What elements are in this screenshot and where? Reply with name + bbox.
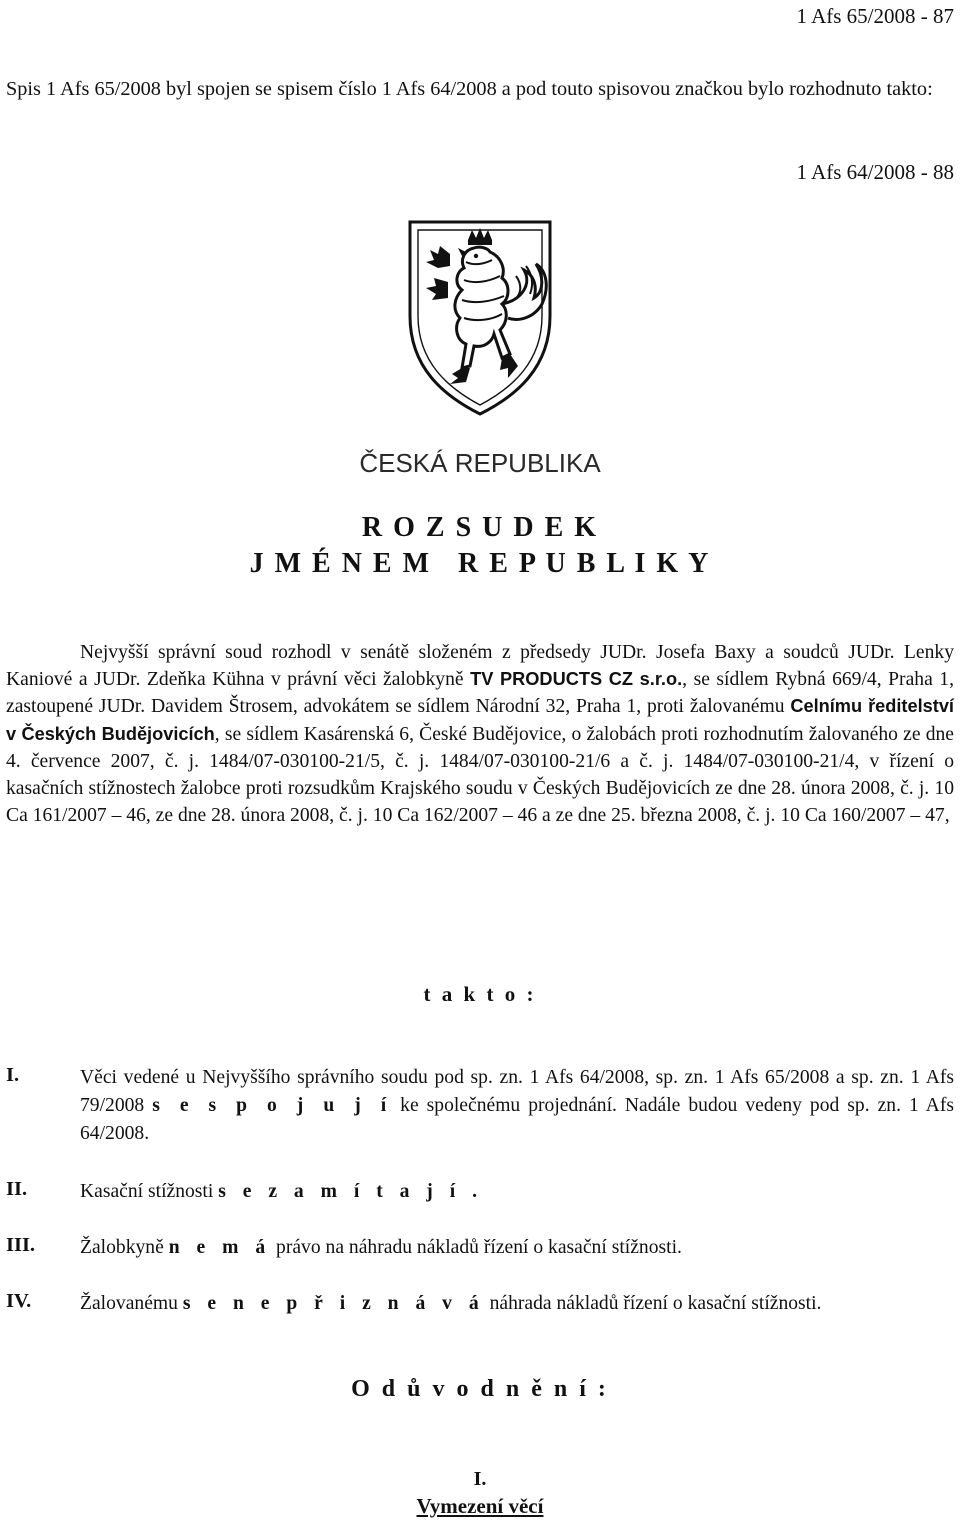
judgment-title: R O Z S U D E K	[361, 512, 599, 543]
reasoning-heading: O d ů v o d n ě n í :	[351, 1376, 609, 1402]
case-reference-top: 1 Afs 65/2008 - 87	[796, 4, 954, 28]
verdict-number: II.	[6, 1178, 28, 1200]
verdict-number: I.	[6, 1064, 20, 1086]
verdict-number: IV.	[6, 1290, 32, 1312]
merge-note: Spis 1 Afs 65/2008 byl spojen se spisem číslo 1 Afs 64/2008 a pod touto spisovou značkou bylo rozhodnuto takto:	[6, 78, 933, 100]
intro-text-3: , se sídlem Kasárenská 6, České Budějovice, o žalobách proti rozhodnutím žalovaného ze dne 4. července 2007, č. j. 1484/07-030100-21/5, č. j. 1484/07-030100-21/6 a č. j. 1484/07-030100-21/4, v řízení o kasačních stížnostech žalobce proti rozsudkům Krajského soudu v Českých Budějovicích ze dne 28. února 2008, č. j. 10 Ca 161/2007 – 46, ze dne 28. února 2008, č. j. 10 Ca 162/2007 – 46 a ze dne 25. března 2008, č. j. 10 Ca 160/2007 – 47,	[6, 723, 955, 827]
verdict-item	[0, 1290, 960, 1320]
defendant-name: Celnímu ředitelství v Českých Budějovicích	[6, 696, 954, 744]
in-name-of-republic-title: J M É N E M R E P U B L I K Y	[249, 548, 711, 579]
verdict-item	[0, 1064, 960, 1154]
intro-text-2: , se sídlem Rybná 669/4, Praha 1, zastoupené JUDr. Davidem Štrosem, advokátem se sídlem Národní 32, Praha 1, proti žalovanému	[6, 669, 954, 718]
verdict-item	[0, 1178, 960, 1208]
intro-text-1: Nejvyšší správní soud rozhodl v senátě složeném z předsedy JUDr. Josefa Baxy a soudců JUDr. Lenky Kaniové a JUDr. Zdeňka Kühna v právní věci žalobkyně	[6, 642, 954, 691]
verdict-text: Žalovanému s e n e p ř i z n á v á náhrada nákladů řízení o kasační stížnosti.	[80, 1293, 822, 1314]
case-reference-second: 1 Afs 64/2008 - 88	[796, 160, 954, 184]
section-title: Vymezení věcí	[416, 1494, 544, 1518]
section-title-wrap	[0, 1494, 960, 1519]
verdict-text: Kasační stížnosti s e z a m í t a j í .	[80, 1181, 483, 1202]
section-number: I.	[473, 1468, 487, 1490]
state-title: ČESKÁ REPUBLIKA	[359, 448, 601, 478]
takto-heading: t a k t o :	[423, 982, 537, 1006]
verdict-text: Žalobkyně n e m á právo na náhradu nákladů řízení o kasační stížnosti.	[80, 1237, 682, 1258]
czech-coat-of-arms-icon	[404, 218, 556, 418]
verdict-text: Věci vedené u Nejvyššího správního soudu pod sp. zn. 1 Afs 64/2008, sp. zn. 1 Afs 65/2008 a sp. zn. 1 Afs 79/2008 s e s p o j u j í ke společnému projednání. Nadále budou vedeny pod sp. zn. 1 Afs 64/2008.	[80, 1067, 954, 1144]
verdict-number: III.	[6, 1234, 36, 1256]
plaintiff-name: TV PRODUCTS CZ s.r.o.	[470, 669, 683, 690]
verdict-item	[0, 1234, 960, 1264]
intro-paragraph	[6, 639, 954, 829]
